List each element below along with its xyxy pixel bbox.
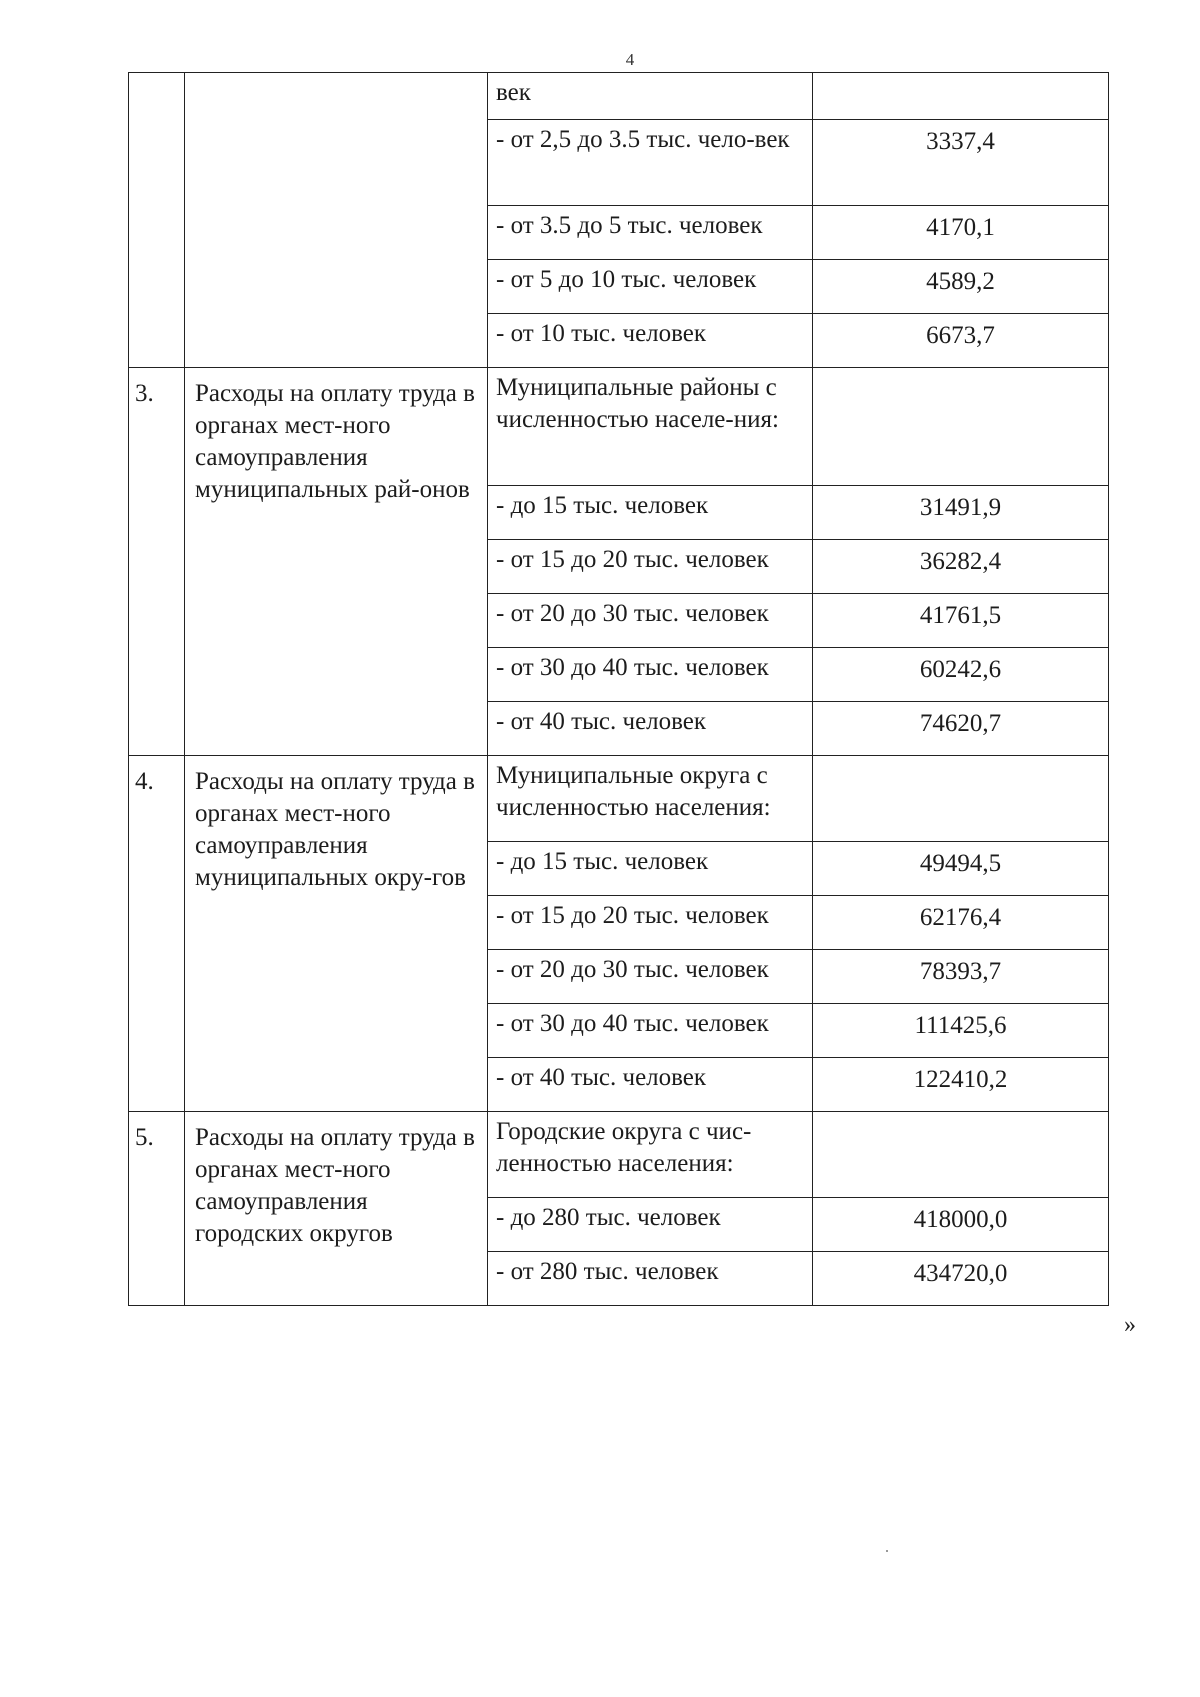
table-row (129, 368, 1109, 486)
range-cell: - от 30 до 40 тыс. человек (488, 1004, 813, 1058)
closing-quote-mark: » (1124, 1312, 1136, 1338)
section-description: Расходы на оплату труда в органах мест-ного самоуправления муниципальных окру-гов (185, 756, 488, 1112)
value-cell (813, 73, 1109, 120)
range-cell: - от 10 тыс. человек (488, 314, 813, 368)
scan-speck (886, 1550, 888, 1552)
value-cell: 4170,1 (813, 206, 1109, 260)
value-cell: 4589,2 (813, 260, 1109, 314)
table-row (129, 756, 1109, 842)
range-cell: век (488, 73, 813, 120)
value-cell: 62176,4 (813, 896, 1109, 950)
value-cell: 434720,0 (813, 1252, 1109, 1306)
section-number: 4. (129, 756, 185, 1112)
section-number: 5. (129, 1112, 185, 1306)
value-cell: 31491,9 (813, 486, 1109, 540)
number-cell (129, 73, 185, 368)
range-cell: - от 5 до 10 тыс. человек (488, 260, 813, 314)
description-cell (185, 73, 488, 368)
value-cell: 6673,7 (813, 314, 1109, 368)
value-cell (813, 756, 1109, 842)
range-cell: - от 2,5 до 3.5 тыс. чело-век (488, 120, 813, 206)
section-description: Расходы на оплату труда в органах мест-ного самоуправления городских округов (185, 1112, 488, 1306)
value-cell (813, 368, 1109, 486)
range-cell: - до 15 тыс. человек (488, 842, 813, 896)
group-heading: Муниципальные районы с численностью населе-ния: (488, 368, 813, 486)
value-cell: 74620,7 (813, 702, 1109, 756)
value-cell: 3337,4 (813, 120, 1109, 206)
range-cell: - до 280 тыс. человек (488, 1198, 813, 1252)
range-cell: - от 40 тыс. человек (488, 1058, 813, 1112)
range-cell: - от 280 тыс. человек (488, 1252, 813, 1306)
value-cell: 36282,4 (813, 540, 1109, 594)
value-cell: 49494,5 (813, 842, 1109, 896)
value-cell: 41761,5 (813, 594, 1109, 648)
value-cell: 111425,6 (813, 1004, 1109, 1058)
range-cell: - от 40 тыс. человек (488, 702, 813, 756)
table-row (129, 1112, 1109, 1198)
range-cell: - от 30 до 40 тыс. человек (488, 648, 813, 702)
range-cell: - от 20 до 30 тыс. человек (488, 950, 813, 1004)
value-cell: 418000,0 (813, 1198, 1109, 1252)
range-cell: - от 3.5 до 5 тыс. человек (488, 206, 813, 260)
group-heading: Муниципальные округа с численностью населения: (488, 756, 813, 842)
value-cell (813, 1112, 1109, 1198)
range-cell: - от 15 до 20 тыс. человек (488, 540, 813, 594)
page-number: 4 (625, 50, 635, 69)
range-cell: - от 20 до 30 тыс. человек (488, 594, 813, 648)
range-cell: - до 15 тыс. человек (488, 486, 813, 540)
section-description: Расходы на оплату труда в органах мест-ного самоуправления муниципальных рай-онов (185, 368, 488, 756)
table-row (129, 73, 1109, 120)
value-cell: 60242,6 (813, 648, 1109, 702)
group-heading: Городские округа с чис-ленностью населения: (488, 1112, 813, 1198)
value-cell: 122410,2 (813, 1058, 1109, 1112)
expenditure-table (128, 72, 1109, 1306)
range-cell: - от 15 до 20 тыс. человек (488, 896, 813, 950)
section-number: 3. (129, 368, 185, 756)
value-cell: 78393,7 (813, 950, 1109, 1004)
